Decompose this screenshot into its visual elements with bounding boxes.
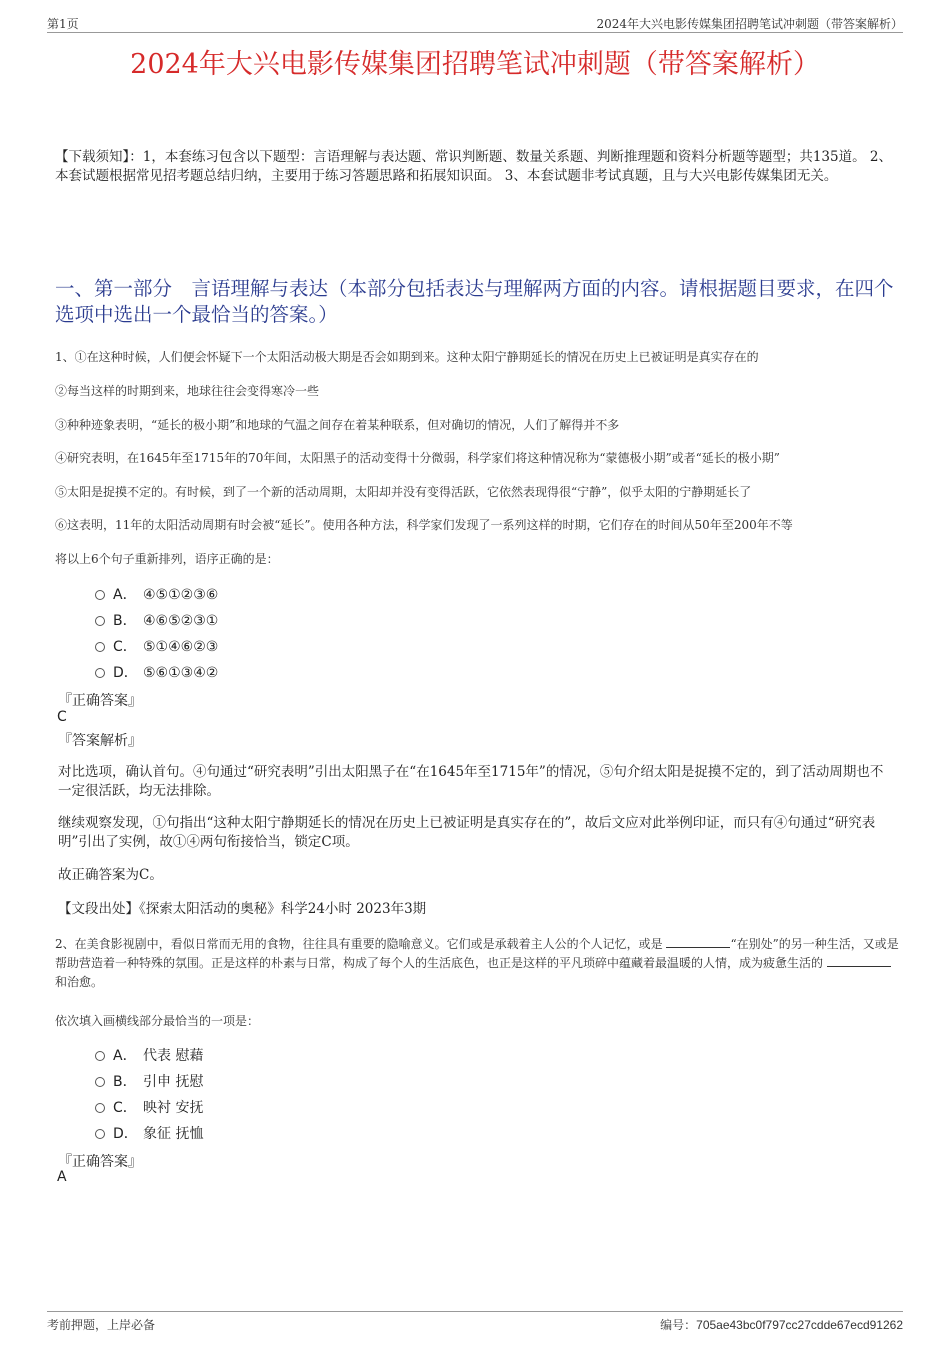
q1-sentence-4: ④研究表明，在1645年至1715年的70年间，太阳黑子的活动变得十分微弱，科学家们将这种情况称为“蒙德极小期”或者“延长的极小期” <box>55 451 780 465</box>
q1-sentence-3: ③种种迹象表明，“延长的极小期”和地球的气温之间存在着某种联系，但对确切的情况，人们了解得并不多 <box>55 418 620 432</box>
q2-option-d[interactable]: D． 象征 抚恤 <box>95 1123 203 1143</box>
header-doc-title: 2024年大兴电影传媒集团招聘笔试冲刺题（带答案解析） <box>596 17 903 31</box>
q2-answer: A <box>57 1169 67 1185</box>
fill-blank-1 <box>666 936 730 948</box>
q1-option-b[interactable]: B． ④⑥⑤②③① <box>95 610 218 630</box>
q1-option-d[interactable]: D． ⑤⑥①③④② <box>95 662 218 682</box>
radio-icon[interactable] <box>95 642 105 652</box>
radio-icon[interactable] <box>95 616 105 626</box>
radio-icon[interactable] <box>95 1051 105 1061</box>
section-heading: 一、第一部分 言语理解与表达（本部分包括表达与理解两方面的内容。请根据题目要求，在四个选项中选出一个最恰当的答案。） <box>55 277 894 326</box>
fill-blank-2 <box>827 955 891 967</box>
page-number: 第1页 <box>47 17 79 31</box>
q2-option-a[interactable]: A． 代表 慰藉 <box>95 1045 203 1065</box>
q1-answer: C <box>57 709 67 725</box>
q1-sentence-5: ⑤太阳是捉摸不定的。有时候，到了一个新的活动周期，太阳却并没有变得活跃，它依然表现得很“宁静”，似乎太阳的宁静期延长了 <box>55 485 752 499</box>
radio-icon[interactable] <box>95 1103 105 1113</box>
radio-icon[interactable] <box>95 668 105 678</box>
q1-prompt: 将以上6个句子重新排列，语序正确的是： <box>55 552 279 566</box>
q2-prompt: 依次填入画横线部分最恰当的一项是： <box>55 1014 260 1028</box>
q1-sentence-2: ②每当这样的时期到来，地球往往会变得寒冷一些 <box>55 384 320 398</box>
page-title: 2024年大兴电影传媒集团招聘笔试冲刺题（带答案解析） <box>130 49 820 80</box>
q2-option-b[interactable]: B． 引申 抚慰 <box>95 1071 203 1091</box>
radio-icon[interactable] <box>95 590 105 600</box>
footer-slogan: 考前押题，上岸必备 <box>47 1318 156 1332</box>
page-header <box>47 14 903 33</box>
footer-code: 编号：705ae43bc0f797cc27cdde67ecd91262 <box>660 1318 903 1332</box>
page-footer <box>47 1311 903 1332</box>
q2-stem: 2、在美食影视剧中，看似日常而无用的食物，往往具有重要的隐喻意义。它们或是承载着主人公的个人记忆，或是 “在别处”的另一种生活，又或是帮助营造着一种特殊的氛围。正是这样的朴素与日常，构成了每个人的生活底色，也正是这样的平凡琐碎中蕴藏着最温暖的人情，成为疲惫生活的 和治愈。 <box>55 937 899 989</box>
q1-option-c[interactable]: C． ⑤①④⑥②③ <box>95 636 218 656</box>
radio-icon[interactable] <box>95 1129 105 1139</box>
q1-option-a[interactable]: A． ④⑤①②③⑥ <box>95 584 218 604</box>
radio-icon[interactable] <box>95 1077 105 1087</box>
q1-source: 【文段出处】《探索太阳活动的奥秘》科学24小时 2023年3期 <box>58 901 427 917</box>
q1-analysis-1: 对比选项，确认首句。④句通过“研究表明”引出太阳黑子在“在1645年至1715年”的情况，⑤句介绍太阳是捉摸不定的，到了活动周期也不一定很活跃，均无法排除。 <box>58 764 884 799</box>
q2-answer-label: 『正确答案』 <box>58 1154 142 1170</box>
q1-answer-label: 『正确答案』 <box>58 693 142 709</box>
q1-analysis-label: 『答案解析』 <box>58 733 142 749</box>
q2-option-c[interactable]: C． 映衬 安抚 <box>95 1097 203 1117</box>
q1-sentence-1: 1、①在这种时候，人们便会怀疑下一个太阳活动极大期是否会如期到来。这种太阳宁静期延长的情况在历史上已被证明是真实存在的 <box>55 350 759 364</box>
q1-analysis-3: 故正确答案为C。 <box>58 867 163 883</box>
download-notice: 【下载须知】：1，本套练习包含以下题型：言语理解与表达题、常识判断题、数量关系题、判断推理题和资料分析题等题型；共135道。 2、本套试题根据常见招考题总结归纳，主要用于练习答题思路和拓展知识面。 3、本套试题非考试真题，且与大兴电影传媒集团无关。 <box>55 149 892 184</box>
q1-analysis-2: 继续观察发现，①句指出“这种太阳宁静期延长的情况在历史上已被证明是真实存在的”，故后文应对此举例印证，而只有④句通过“研究表明”引出了实例，故①④两句衔接恰当，锁定C项。 <box>58 815 876 850</box>
q1-sentence-6: ⑥这表明，11年的太阳活动周期有时会被“延长”。使用各种方法，科学家们发现了一系列这样的时期，它们存在的时间从50年至200年不等 <box>55 518 793 532</box>
